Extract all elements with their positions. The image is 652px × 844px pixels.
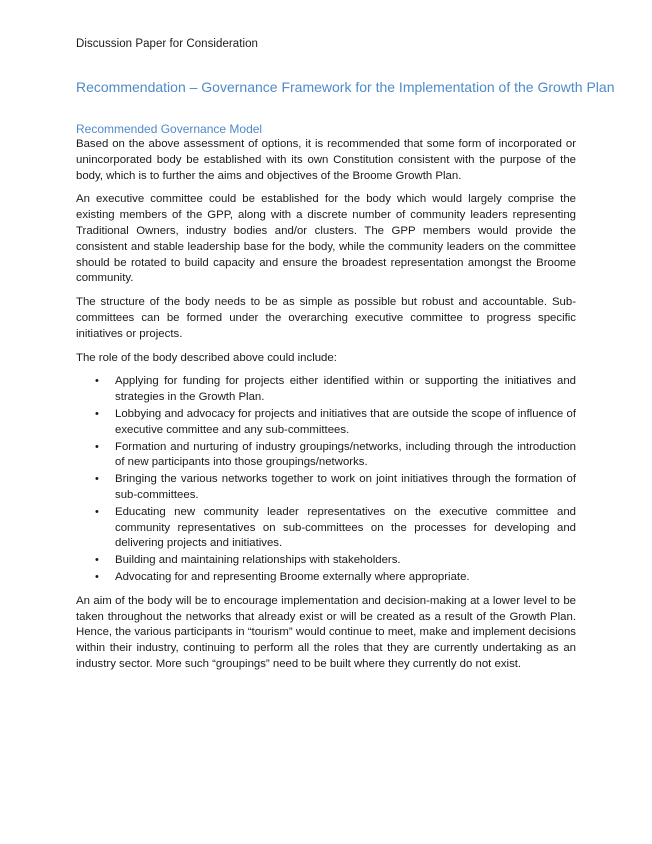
- list-item: [95, 374, 576, 406]
- bullet-icon: •: [95, 473, 99, 486]
- bullet-icon: •: [95, 375, 99, 388]
- closing-paragraph: An aim of the body will be to encourage implementation and decision-making at a lower level to be taken throughout the networks that already exist or will be created as a result of the Growth Plan. Hence, the various participants in “tourism” would continue to meet, make and implement decisions within their industry, continuing to perform all the roles that they are currently undertaking as an industry sector. More such “groupings” need to be built where they currently do not exist.: [76, 594, 576, 670]
- list-item: [95, 440, 576, 472]
- bullet-icon: •: [95, 505, 99, 518]
- list-item: [95, 407, 576, 439]
- role-list: [76, 374, 576, 585]
- list-item: [95, 472, 576, 504]
- bullet-icon: •: [95, 570, 99, 583]
- document-body: [76, 121, 576, 681]
- list-item-text: Applying for funding for projects either identified within or supporting the initiatives and strategies in the Growth Plan.: [115, 375, 576, 404]
- list-item-text: Educating new community leader representatives on the executive committee and community representatives on sub-committees on the processes for developing and delivering projects and initiatives.: [115, 505, 576, 550]
- list-item-text: Building and maintaining relationships with stakeholders.: [115, 554, 401, 567]
- list-item-text: Bringing the various networks together to work on joint initiatives through the formation of sub-committees.: [115, 473, 576, 501]
- running-header: Discussion Paper for Consideration: [76, 38, 258, 50]
- section-heading: Recommended Governance Model: [76, 122, 263, 136]
- list-item: [95, 570, 576, 586]
- list-item: [95, 505, 576, 552]
- list-item-text: Lobbying and advocacy for projects and initiatives that are outside the scope of influence of executive committee and any sub-committees.: [115, 407, 576, 436]
- list-item-text: Formation and nurturing of industry groupings/networks, including through the introduction of new participants into those groupings/networks.: [115, 440, 576, 469]
- list-item-text: Advocating for and representing Broome externally where appropriate.: [115, 570, 470, 583]
- paragraph: Based on the above assessment of options, it is recommended that some form of incorporated or unincorporated body be established with its own Constitution consistent with the purpose of the body, which is to further the aims and objectives of the Broome Growth Plan.: [76, 138, 576, 182]
- list-item: [95, 553, 576, 569]
- paragraph: An executive committee could be established for the body which would largely comprise the existing members of the GPP, along with a discrete number of community leaders representing Traditional Owners, industry bodies and/or clusters. The GPP members would provide the consistent and stable leadership base for the body, while the community leaders on the committee should be rotated to build capacity and ensure the broadest representation amongst the Broome community.: [76, 193, 576, 285]
- paragraph: The structure of the body needs to be as simple as possible but robust and accountable. Sub-committees can be formed under the overarching executive committee to progress specific initiatives or projects.: [76, 296, 576, 340]
- paragraph: The role of the body described above could include:: [76, 351, 337, 364]
- bullet-icon: •: [95, 407, 99, 420]
- bullet-icon: •: [95, 554, 99, 567]
- page-title: Recommendation – Governance Framework for the Implementation of the Growth Plan: [76, 79, 615, 95]
- bullet-icon: •: [95, 440, 99, 453]
